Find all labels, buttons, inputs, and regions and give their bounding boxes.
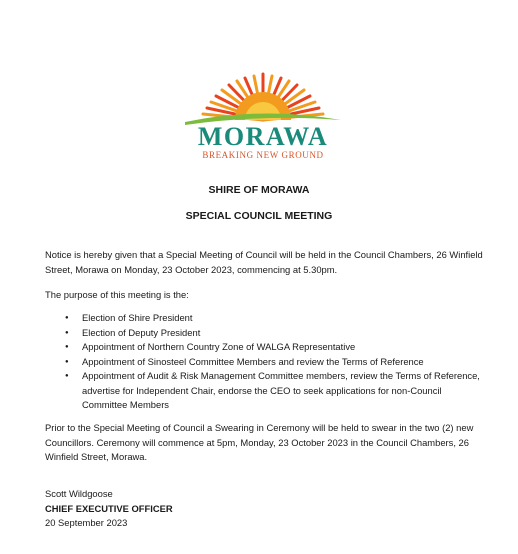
- swearing-in-paragraph: Prior to the Special Meeting of Council a Swearing in Ceremony will be held to swear in the two (2) new Councillors. Ceremony will commence at 5pm, Monday, 23 October 2023 in the Council Chambers, 26 Winfield Street, Morawa.: [45, 422, 474, 462]
- sun-icon: [183, 70, 343, 128]
- meeting-title: SPECIAL COUNCIL MEETING: [185, 210, 333, 222]
- organisation-title: SHIRE OF MORAWA: [208, 184, 310, 196]
- morawa-logo: [183, 70, 343, 162]
- purpose-intro: The purpose of this meeting is the:: [45, 289, 189, 300]
- agenda-item: ● Election of Shire President: [45, 311, 485, 326]
- logo-tagline: BREAKING NEW GROUND: [202, 150, 324, 160]
- signatory-title: CHIEF EXECUTIVE OFFICER: [45, 503, 173, 514]
- signatory-name: Scott Wildgoose: [45, 488, 113, 499]
- agenda-item: ● Appointment of Northern Country Zone of WALGA Representative: [45, 340, 485, 355]
- agenda-list: [45, 311, 485, 413]
- signature-date: 20 September 2023: [45, 517, 128, 528]
- notice-paragraph: Notice is hereby given that a Special Meeting of Council will be held in the Council Chambers, 26 Winfield Street, Morawa on Monday, 23 October 2023, commencing at 5.30pm.: [45, 249, 483, 275]
- agenda-item: ● Appointment of Sinosteel Committee Members and review the Terms of Reference: [45, 355, 485, 370]
- agenda-item: ● Election of Deputy President: [45, 326, 485, 341]
- logo-wordmark: MORAWA: [197, 122, 329, 151]
- agenda-item: ● Appointment of Audit & Risk Management Committee members, review the Terms of Reference, advertise for Independent Chair, endorse the CEO to seek applications for non-Council Committee Members: [45, 369, 485, 413]
